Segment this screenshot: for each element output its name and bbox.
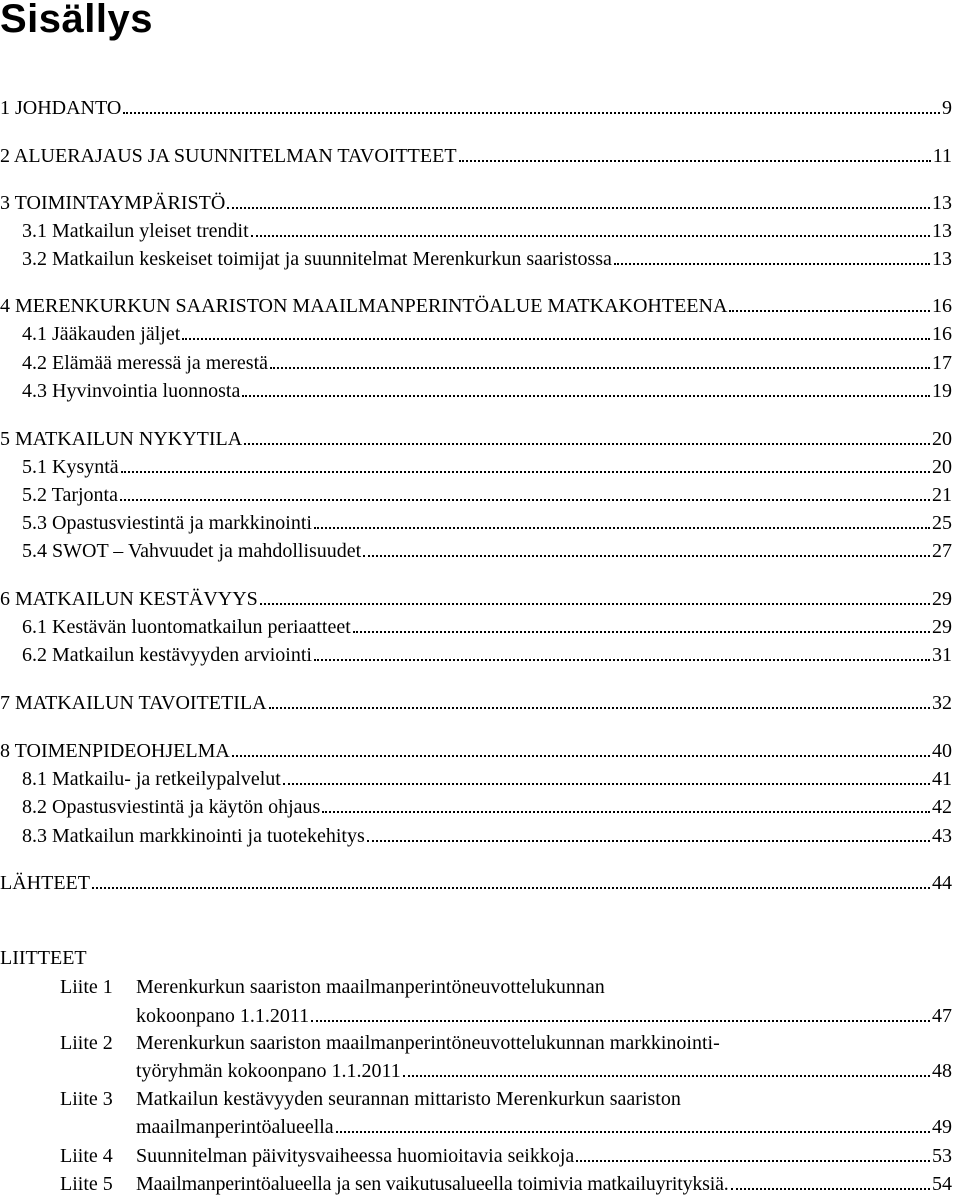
dot-leader (242, 395, 930, 397)
toc-entry-johdanto[interactable] (0, 96, 952, 120)
dot-leader (314, 659, 930, 661)
toc-entry-text: 5.1 Kysyntä (22, 456, 119, 478)
toc-entry-text: 6.2 Matkailun kestävyyden arviointi (22, 644, 312, 666)
toc-entry-text: 4 MERENKURKUN SAARISTON MAAILMANPERINTÖALUE MATKAKOHTEENA (0, 295, 728, 317)
toc-entry-text: 2 ALUERAJAUS JA SUUNNITELMAN TAVOITTEET (0, 145, 457, 167)
toc-page-number: 20 (932, 456, 952, 478)
appendix-title[interactable]: Merenkurkun saariston maailmanperintöneuvottelukunnan (136, 976, 605, 998)
dot-leader (614, 263, 930, 265)
toc-entry-text: 3.2 Matkailun keskeiset toimijat ja suunnitelmat Merenkurkun saaristossa (22, 248, 612, 270)
toc-entry-text: 5.3 Opastusviestintä ja markkinointi (22, 512, 312, 534)
toc-page-number: 20 (932, 428, 952, 450)
toc-entry-5-3[interactable] (22, 511, 952, 535)
appendix-entry-3[interactable] (136, 1115, 952, 1139)
toc-entry-text: 8.3 Matkailun markkinointi ja tuotekehitys (22, 825, 365, 847)
toc-page-number: 29 (932, 616, 952, 638)
toc-page-number: 17 (932, 352, 952, 374)
toc-entry-4-3[interactable] (22, 379, 952, 403)
toc-entry-text: 3 TOIMINTAYMPÄRISTÖ (0, 192, 226, 214)
toc-entry-8-2[interactable] (22, 795, 952, 819)
toc-page-number: 47 (932, 1005, 952, 1027)
toc-entry-text: 4.2 Elämää meressä ja merestä (22, 352, 268, 374)
appendix-title-continued: maailmanperintöalueella (136, 1116, 334, 1138)
dot-leader (227, 207, 930, 209)
page-title: Sisällys (0, 0, 154, 41)
toc-entry-text: 6.1 Kestävän luontomatkailun periaatteet (22, 616, 351, 638)
appendix-title: Suunnitelman päivitysvaiheessa huomioitavia seikkoja (136, 1145, 575, 1167)
toc-entry-5-4[interactable] (22, 539, 952, 563)
appendix-title[interactable]: Merenkurkun saariston maailmanperintöneuvottelukunnan markkinointi- (136, 1032, 720, 1054)
toc-entry-aluerajaus[interactable] (0, 144, 952, 168)
toc-entry-text: 3.1 Matkailun yleiset trendit (22, 220, 249, 242)
toc-entry-matkakohteena[interactable] (0, 294, 952, 318)
dot-leader (459, 160, 931, 162)
dot-leader (244, 443, 930, 445)
toc-page-number: 11 (932, 145, 952, 167)
toc-entry-text: 7 MATKAILUN TAVOITETILA (0, 692, 267, 714)
toc-entry-3-1[interactable] (22, 219, 952, 243)
toc-page-number: 40 (932, 740, 952, 762)
toc-entry-8-1[interactable] (22, 767, 952, 791)
dot-leader (251, 235, 930, 237)
toc-entry-text: 8.2 Opastusviestintä ja käytön ohjaus (22, 796, 321, 818)
toc-entry-4-2[interactable] (22, 351, 952, 375)
toc-entry-nykytila[interactable] (0, 427, 952, 451)
dot-leader (232, 755, 930, 757)
toc-entry-text: 4.1 Jääkauden jäljet (22, 323, 181, 345)
dot-leader (729, 310, 930, 312)
toc-entry-tavoitetila[interactable] (0, 691, 952, 715)
toc-page-number: 29 (932, 588, 952, 610)
dot-leader (123, 112, 940, 114)
toc-page-number: 19 (932, 380, 952, 402)
appendices-heading: LIITTEET (0, 947, 87, 969)
dot-leader (731, 1188, 930, 1190)
toc-page-number: 53 (932, 1145, 952, 1167)
toc-entry-text: 4.3 Hyvinvointia luonnosta (22, 380, 241, 402)
toc-page-number: 43 (932, 825, 952, 847)
toc-entry-text: 8 TOIMENPIDEOHJELMA (0, 740, 230, 762)
toc-entry-kestavyys[interactable] (0, 587, 952, 611)
appendix-title[interactable]: Matkailun kestävyyden seurannan mittaristo Merenkurkun saariston (136, 1088, 681, 1110)
dot-leader (336, 1131, 930, 1133)
appendix-label: Liite 3 (60, 1088, 113, 1110)
toc-page-number: 13 (932, 192, 952, 214)
toc-entry-toimenpideohjelma[interactable] (0, 739, 952, 763)
appendix-title-continued: kokoonpano 1.1.2011 (136, 1005, 310, 1027)
dot-leader (92, 887, 930, 889)
dot-leader (269, 707, 930, 709)
appendix-label: Liite 4 (60, 1145, 113, 1167)
toc-page-number: 25 (932, 512, 952, 534)
toc-page-number: 27 (932, 540, 952, 562)
toc-entry-text: 5.4 SWOT – Vahvuudet ja mahdollisuudet (22, 540, 362, 562)
toc-page-number: 9 (942, 97, 952, 119)
toc-page-number: 54 (932, 1173, 952, 1195)
toc-page-number: 44 (932, 872, 952, 894)
toc-entry-6-2[interactable] (22, 643, 952, 667)
dot-leader (322, 811, 930, 813)
dot-leader (283, 783, 930, 785)
toc-page-number: 16 (932, 323, 952, 345)
dot-leader (120, 499, 930, 501)
dot-leader (576, 1160, 930, 1162)
dot-leader (260, 603, 930, 605)
toc-entry-toimintaymparisto[interactable] (0, 191, 952, 215)
dot-leader (311, 1020, 930, 1022)
appendix-entry-1[interactable] (136, 1004, 952, 1028)
dot-leader (270, 367, 930, 369)
dot-leader (121, 471, 930, 473)
toc-entry-5-2[interactable] (22, 483, 952, 507)
appendix-label: Liite 2 (60, 1032, 113, 1054)
toc-entry-4-1[interactable] (22, 322, 952, 346)
dot-leader (182, 338, 930, 340)
toc-page-number: 42 (932, 796, 952, 818)
toc-entry-5-1[interactable] (22, 455, 952, 479)
dot-leader (367, 840, 930, 842)
toc-page-number: 21 (932, 484, 952, 506)
toc-page-number: 32 (932, 692, 952, 714)
appendix-title-continued: työryhmän kokoonpano 1.1.2011 (136, 1060, 401, 1082)
toc-entry-text: 5.2 Tarjonta (22, 484, 118, 506)
dot-leader (403, 1075, 930, 1077)
appendix-label: Liite 1 (60, 976, 113, 998)
toc-entry-3-2[interactable] (22, 247, 952, 271)
toc-page-number: 13 (932, 248, 952, 270)
toc-entry-8-3[interactable] (22, 824, 952, 848)
toc-entry-text: LÄHTEET (0, 872, 90, 894)
appendix-title: Maailmanperintöalueella ja sen vaikutusalueella toimivia matkailuyrityksiä. (136, 1173, 729, 1195)
appendix-label: Liite 5 (60, 1173, 113, 1195)
appendix-entry-2[interactable] (136, 1059, 952, 1083)
dot-leader (363, 555, 930, 557)
toc-page-number: 13 (932, 220, 952, 242)
toc-page-number: 48 (932, 1060, 952, 1082)
toc-page-number: 16 (932, 295, 952, 317)
toc-entry-text: 6 MATKAILUN KESTÄVYYS (0, 588, 258, 610)
dot-leader (314, 527, 930, 529)
toc-page-number: 31 (932, 644, 952, 666)
toc-entry-text: 8.1 Matkailu- ja retkeilypalvelut (22, 768, 281, 790)
toc-entry-text: 5 MATKAILUN NYKYTILA (0, 428, 243, 450)
toc-page-number: 49 (932, 1116, 952, 1138)
toc-entry-text: 1 JOHDANTO (0, 97, 122, 119)
appendix-entry-5[interactable] (136, 1172, 952, 1196)
appendix-entry-4[interactable] (136, 1144, 952, 1168)
dot-leader (353, 631, 930, 633)
toc-entry-lahteet[interactable] (0, 871, 952, 895)
toc-entry-6-1[interactable] (22, 615, 952, 639)
toc-page-number: 41 (932, 768, 952, 790)
